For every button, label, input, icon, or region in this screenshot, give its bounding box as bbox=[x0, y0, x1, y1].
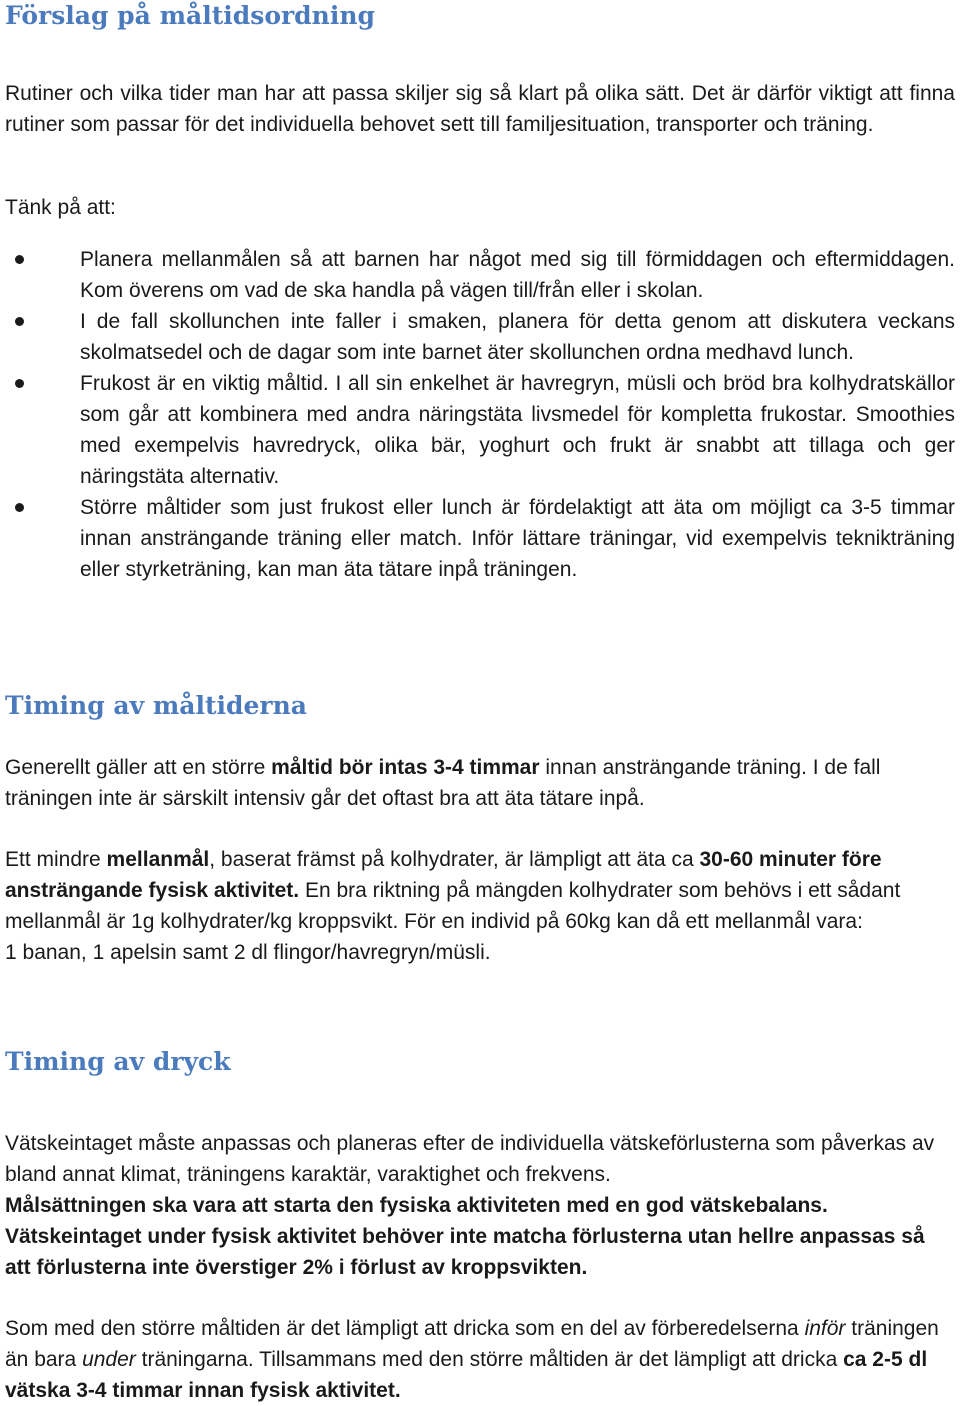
list-item: Större måltider som just frukost eller lunch är fördelaktigt att äta om möjligt ca 3-5 timmar innan ansträngande träning eller match. Inför lättare träningar, vid exempelvis teknikträning eller styrketräning, kan man äta tätare inpå träningen. bbox=[0, 492, 955, 585]
bullet-icon bbox=[15, 255, 24, 264]
section-heading-meal-timing: Timing av måltiderna bbox=[5, 691, 307, 720]
snack-paragraph: Ett mindre mellanmål, baserat främst på kolhydrater, är lämpligt att äta ca 30-60 minuter före ansträngande fysisk aktivitet. En bra riktning på mängden kolhydrater som behövs i ett sådant mellanmål är 1g kolhydrater/kg kroppsvikt. För en individ på 60kg kan då ett mellanmål vara: 1 banan, 1 apelsin samt 2 dl flingor/havregryn/müsli. bbox=[5, 848, 901, 964]
section-heading-meal-schedule: Förslag på måltidsordning bbox=[5, 1, 375, 30]
section-heading-drink-timing: Timing av dryck bbox=[5, 1047, 231, 1076]
think-label: Tänk på att: bbox=[5, 196, 116, 219]
drink-before-paragraph: Som med den större måltiden är det lämpligt att dricka som en del av förberedelserna inför träningen än bara under träningarna. Tillsammans med den större måltiden är det lämpligt att dricka ca 2-5 dl vätska 3-4 timmar innan fysisk aktivitet. bbox=[5, 1317, 939, 1402]
meal-timing-paragraph: Generellt gäller att en större måltid bör intas 3-4 timmar innan ansträngande träning. I de fall träningen inte är särskilt intensiv går det oftast bra att äta tätare inpå. bbox=[5, 756, 881, 810]
list-item: Frukost är en viktig måltid. I all sin enkelhet är havregryn, müsli och bröd bra kolhydratskällor som går att kombinera med andra näringstäta livsmedel för kompletta frukostar. Smoothies med exempelvis havredryck, olika bär, yoghurt och frukt är snabbt att tillaga och ger näringstäta alternativ. bbox=[0, 368, 955, 492]
list-item: Planera mellanmålen så att barnen har något med sig till förmiddagen och eftermiddagen. Kom överens om vad de ska handla på vägen till/från eller i skolan. bbox=[0, 244, 955, 306]
bullet-icon bbox=[15, 317, 24, 326]
list-item: I de fall skollunchen inte faller i smaken, planera för detta genom att diskutera veckans skolmatsedel och de dagar som inte barnet äter skollunchen ordna medhavd lunch. bbox=[0, 306, 955, 368]
bullet-icon bbox=[15, 379, 24, 388]
fluid-paragraph: Vätskeintaget måste anpassas och planeras efter de individuella vätskeförlusterna som påverkas av bland annat klimat, träningens karaktär, varaktighet och frekvens. Målsättningen ska vara att starta den fysiska aktiviteten med en god vätskebalans. Vätskeintaget under fysisk aktivitet behöver inte matcha förlusterna utan hellre anpassas så att förlusterna inte överstiger 2% i förlust av kroppsvikten. bbox=[5, 1132, 935, 1279]
bullet-icon bbox=[15, 503, 24, 512]
tips-list bbox=[0, 244, 955, 585]
intro-paragraph: Rutiner och vilka tider man har att passa skiljer sig så klart på olika sätt. Det är därför viktigt att finna rutiner som passar för det individuella behovet sett till familjesituation, transporter och träning. bbox=[5, 82, 955, 136]
